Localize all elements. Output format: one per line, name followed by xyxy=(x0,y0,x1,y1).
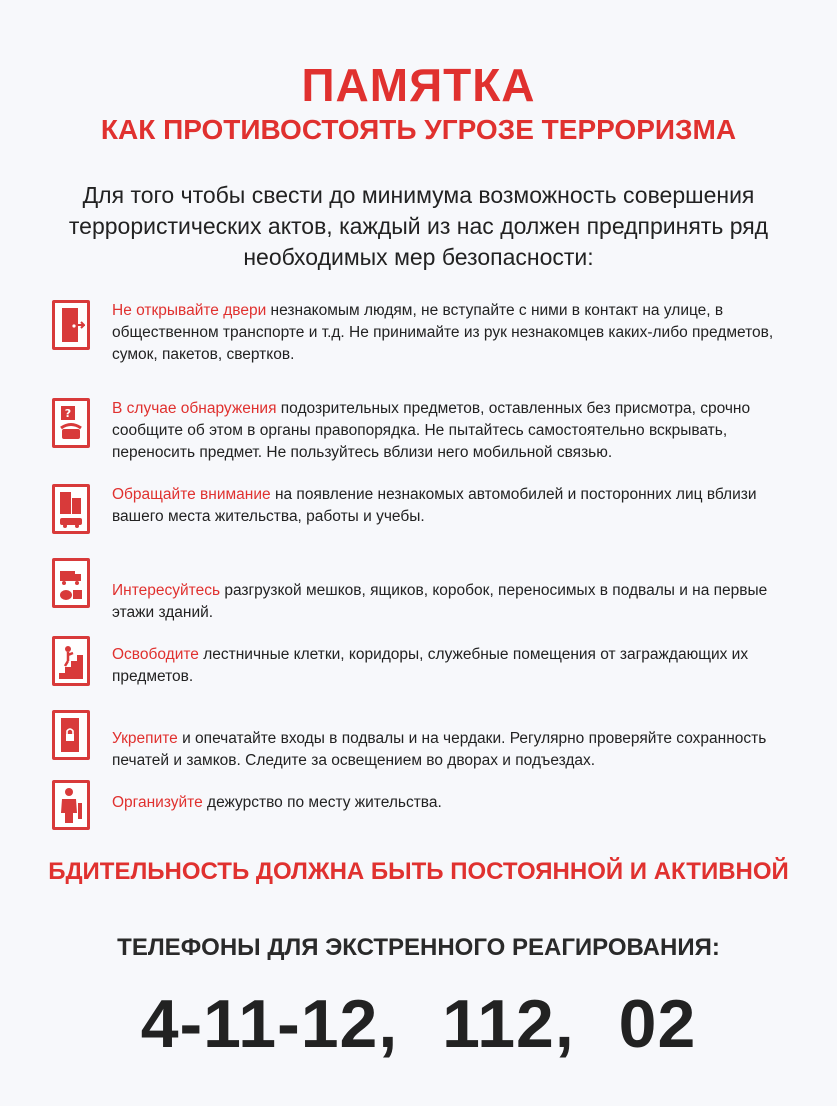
item-text: В случае обнаружения подозрительных предметов, оставленных без присмотра, срочно сообщите об этом в органы правопорядка. Не пытайтесь самостоятельно вскрывать, переносить предмет. Не пользуйтесь вблизи него мобильной связью. xyxy=(112,400,751,461)
door-icon xyxy=(52,300,90,350)
phones-heading: ТЕЛЕФОНЫ ДЛЯ ЭКСТРЕННОГО РЕАГИРОВАНИЯ: xyxy=(117,934,720,961)
item-text: Обращайте внимание на появление незнакомых автомобилей и посторонних лиц вблизи вашего места жительства, работы и учебы. xyxy=(112,486,757,525)
item-text: Не открывайте двери незнакомым людям, не вступайте с ними в контакт на улице, в общественном транспорте и т.д. Не принимайте из рук незнакомцев каких-либо предметов, сумок, пакетов, свертков. xyxy=(112,302,774,363)
truck-boxes-icon xyxy=(52,558,90,608)
item-text: Освободите лестничные клетки, коридоры, служебные помещения от заграждающих их предметов. xyxy=(112,646,749,685)
page-subtitle: КАК ПРОТИВОСТОЯТЬ УГРОЗЕ ТЕРРОРИЗМА xyxy=(100,114,737,145)
guard-icon xyxy=(52,780,90,830)
stairs-icon xyxy=(52,636,90,686)
lock-door-icon xyxy=(52,710,90,760)
vigilance-slogan: БДИТЕЛЬНОСТЬ ДОЛЖНА БЫТЬ ПОСТОЯННОЙ И АКТИВНОЙ xyxy=(48,858,789,885)
svg-text:?: ? xyxy=(64,407,72,420)
intro-paragraph: Для того чтобы свести до минимума возможность совершения террористических актов, каждый из нас должен предпринять ряд необходимых мер безопасности: xyxy=(68,182,769,270)
building-car-icon xyxy=(52,484,90,534)
emergency-phone-numbers: 4-11-12, 112, 02 xyxy=(140,986,697,1062)
item-text: Организуйте дежурство по месту жительства. xyxy=(112,794,442,811)
phone-report-icon xyxy=(52,398,90,448)
item-text: Укрепите и опечатайте входы в подвалы и на чердаки. Регулярно проверяйте сохранность печатей и замков. Следите за освещением во дворах и подъездах. xyxy=(112,730,767,769)
item-text: Интересуйтесь разгрузкой мешков, ящиков, коробок, переносимых в подвалы и на первые этажи зданий. xyxy=(112,582,768,621)
page-title: ПАМЯТКА xyxy=(301,59,536,111)
